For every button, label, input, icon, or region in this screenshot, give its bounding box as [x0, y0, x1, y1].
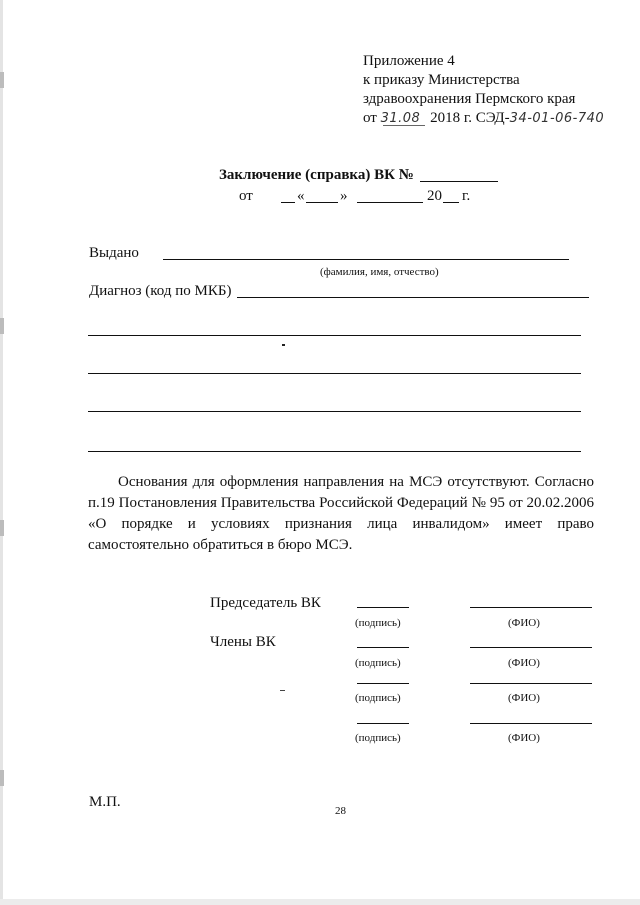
diagnosis-label: Диагноз (код по МКБ): [89, 283, 232, 299]
signature-caption: (подпись): [355, 657, 401, 669]
handwritten-number: 34-01-06-740: [509, 111, 605, 126]
title-from: от: [239, 188, 253, 204]
scan-edge-bottom: [0, 899, 640, 905]
member1-signature-line: [357, 647, 409, 648]
diagnosis-line: [237, 297, 589, 298]
issued-label: Выдано: [89, 245, 139, 261]
paragraph-text: Основания для оформления направления на МСЭ отсутствуют. Согласно п.19 Постановления Правительства Российской Федераций № 95 от 20.02.2006 «О порядке и условиях признания лица инвалидом» имеет право самостоятельно обратиться в бюро МСЭ.: [88, 474, 594, 553]
header-ministry: здравоохранения Пермского края: [363, 91, 576, 107]
chairman-signature-line: [357, 607, 409, 608]
speck: [280, 690, 285, 691]
signature-caption: (подпись): [355, 732, 401, 744]
header-year-sed: 2018 г. СЭД-: [430, 110, 510, 126]
speck: [282, 344, 285, 346]
member3-signature-line: [357, 723, 409, 724]
blank-line-4: [88, 451, 581, 452]
issued-line: [163, 259, 569, 260]
scan-mark: [0, 318, 4, 334]
header-appendix: Приложение 4: [363, 53, 455, 69]
blank-line-3: [88, 411, 581, 412]
main-paragraph: [88, 472, 594, 556]
issued-caption: (фамилия, имя, отчество): [320, 266, 439, 278]
title-quote-open: «: [297, 188, 305, 204]
title-year: 20: [427, 188, 442, 204]
members-label: Члены ВК: [210, 634, 276, 650]
scan-mark: [0, 72, 4, 88]
member1-name-line: [470, 647, 592, 648]
signature-caption: (подпись): [355, 617, 401, 629]
chairman-label: Председатель ВК: [210, 595, 321, 611]
member3-name-line: [470, 723, 592, 724]
blank-line-1: [88, 335, 581, 336]
title-number-line: [420, 181, 498, 182]
member2-signature-line: [357, 683, 409, 684]
blank-line-2: [88, 373, 581, 374]
name-caption: (ФИО): [508, 732, 540, 744]
member2-name-line: [470, 683, 592, 684]
name-caption: (ФИО): [508, 657, 540, 669]
chairman-name-line: [470, 607, 592, 608]
date-underline: [383, 125, 425, 126]
handwritten-date: 31.08: [380, 111, 421, 126]
header-from: от: [363, 110, 377, 126]
title-date-line-pre: [281, 202, 295, 203]
stamp-place: М.П.: [89, 794, 121, 810]
scan-mark: [0, 770, 4, 786]
title-year-line: [443, 202, 459, 203]
signature-caption: (подпись): [355, 692, 401, 704]
name-caption: (ФИО): [508, 617, 540, 629]
title-day-line: [306, 202, 338, 203]
page-number: 28: [335, 805, 346, 817]
title-quote-close: »: [340, 188, 348, 204]
title-year-suffix: г.: [462, 188, 471, 204]
document-title: Заключение (справка) ВК №: [219, 167, 414, 183]
title-month-line: [357, 202, 423, 203]
scan-mark: [0, 520, 4, 536]
header-order: к приказу Министерства: [363, 72, 520, 88]
name-caption: (ФИО): [508, 692, 540, 704]
